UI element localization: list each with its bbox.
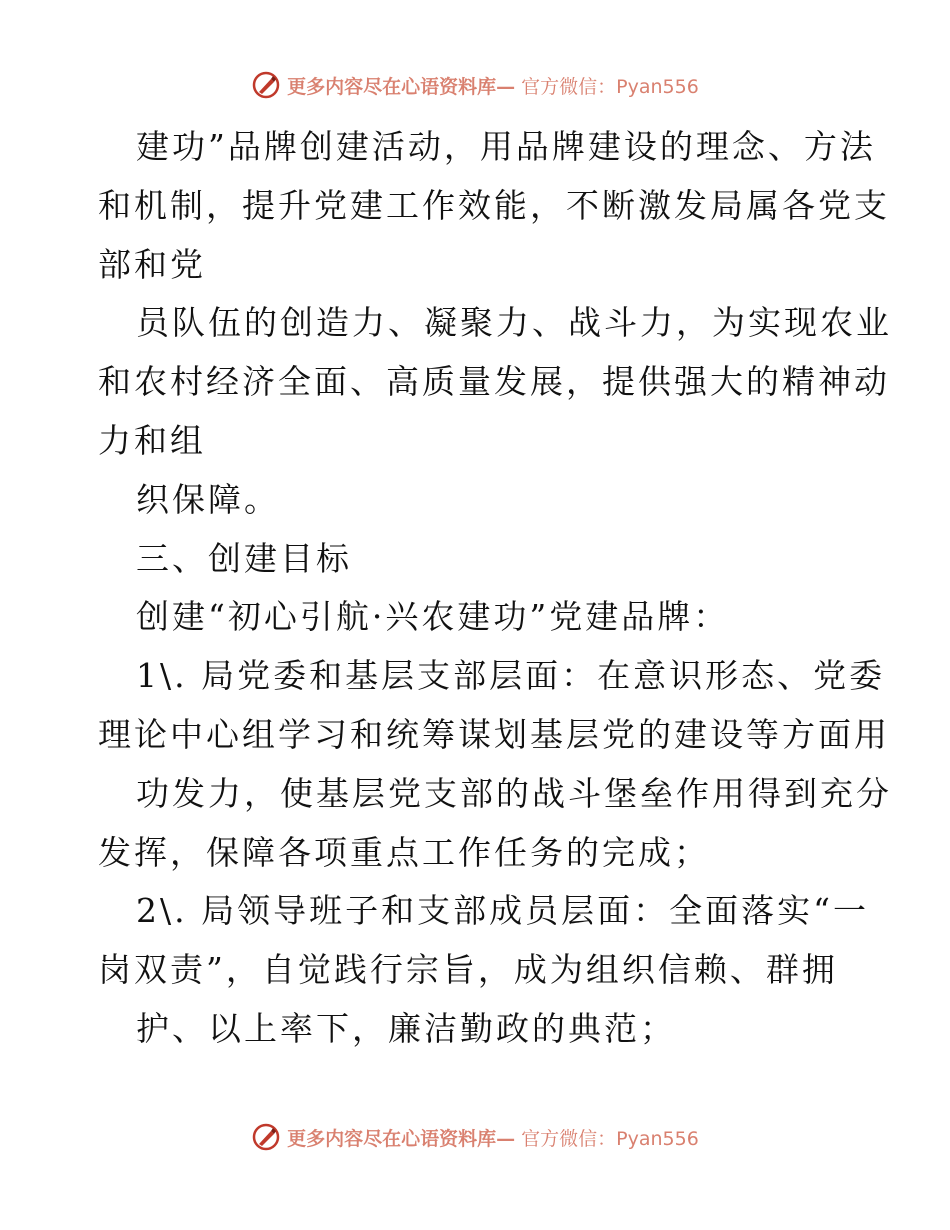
text-line: 发挥，保障各项重点工作任务的完成； [98, 832, 710, 872]
watermark-text: 更多内容尽在心语资料库— [287, 1127, 516, 1150]
text-line: 创建“初心引航·兴农建功”党建品牌： [136, 597, 730, 637]
text-line: 三、创建目标 [136, 538, 352, 578]
text-line: 力和组 [98, 420, 206, 460]
text-line: 员队伍的创造力、凝聚力、战斗力，为实现农业 [136, 303, 892, 343]
text-line: 功发力，使基层党支部的战斗堡垒作用得到充分 [136, 773, 892, 813]
footer-watermark [0, 1122, 950, 1152]
text-line: 和农村经济全面、高质量发展，提供强大的精神动 [98, 362, 890, 402]
pen-logo-icon [251, 70, 281, 100]
text-line: 2\. 局领导班子和支部成员层面：全面落实“一 [136, 891, 869, 931]
document-body [98, 118, 892, 1059]
text-line: 织保障。 [136, 479, 280, 519]
watermark-suffix: 官方微信：Pyan556 [521, 1127, 699, 1150]
text-line: 1\. 局党委和基层支部层面：在意识形态、党委 [136, 656, 886, 696]
pen-logo-icon [251, 1122, 281, 1152]
text-line: 理论中心组学习和统筹谋划基层党的建设等方面用 [98, 714, 890, 754]
watermark-text: 更多内容尽在心语资料库— [287, 75, 516, 98]
text-line: 岗双责”，自觉践行宗旨，成为组织信赖、群拥 [98, 950, 838, 990]
text-line: 部和党 [98, 244, 206, 284]
text-line: 和机制，提升党建工作效能，不断激发局属各党支 [98, 185, 890, 225]
watermark-suffix: 官方微信：Pyan556 [521, 75, 699, 98]
text-line: 建功”品牌创建活动，用品牌建设的理念、方法 [136, 127, 876, 166]
header-watermark [0, 70, 950, 100]
text-line: 护、以上率下，廉洁勤政的典范； [136, 1008, 676, 1048]
